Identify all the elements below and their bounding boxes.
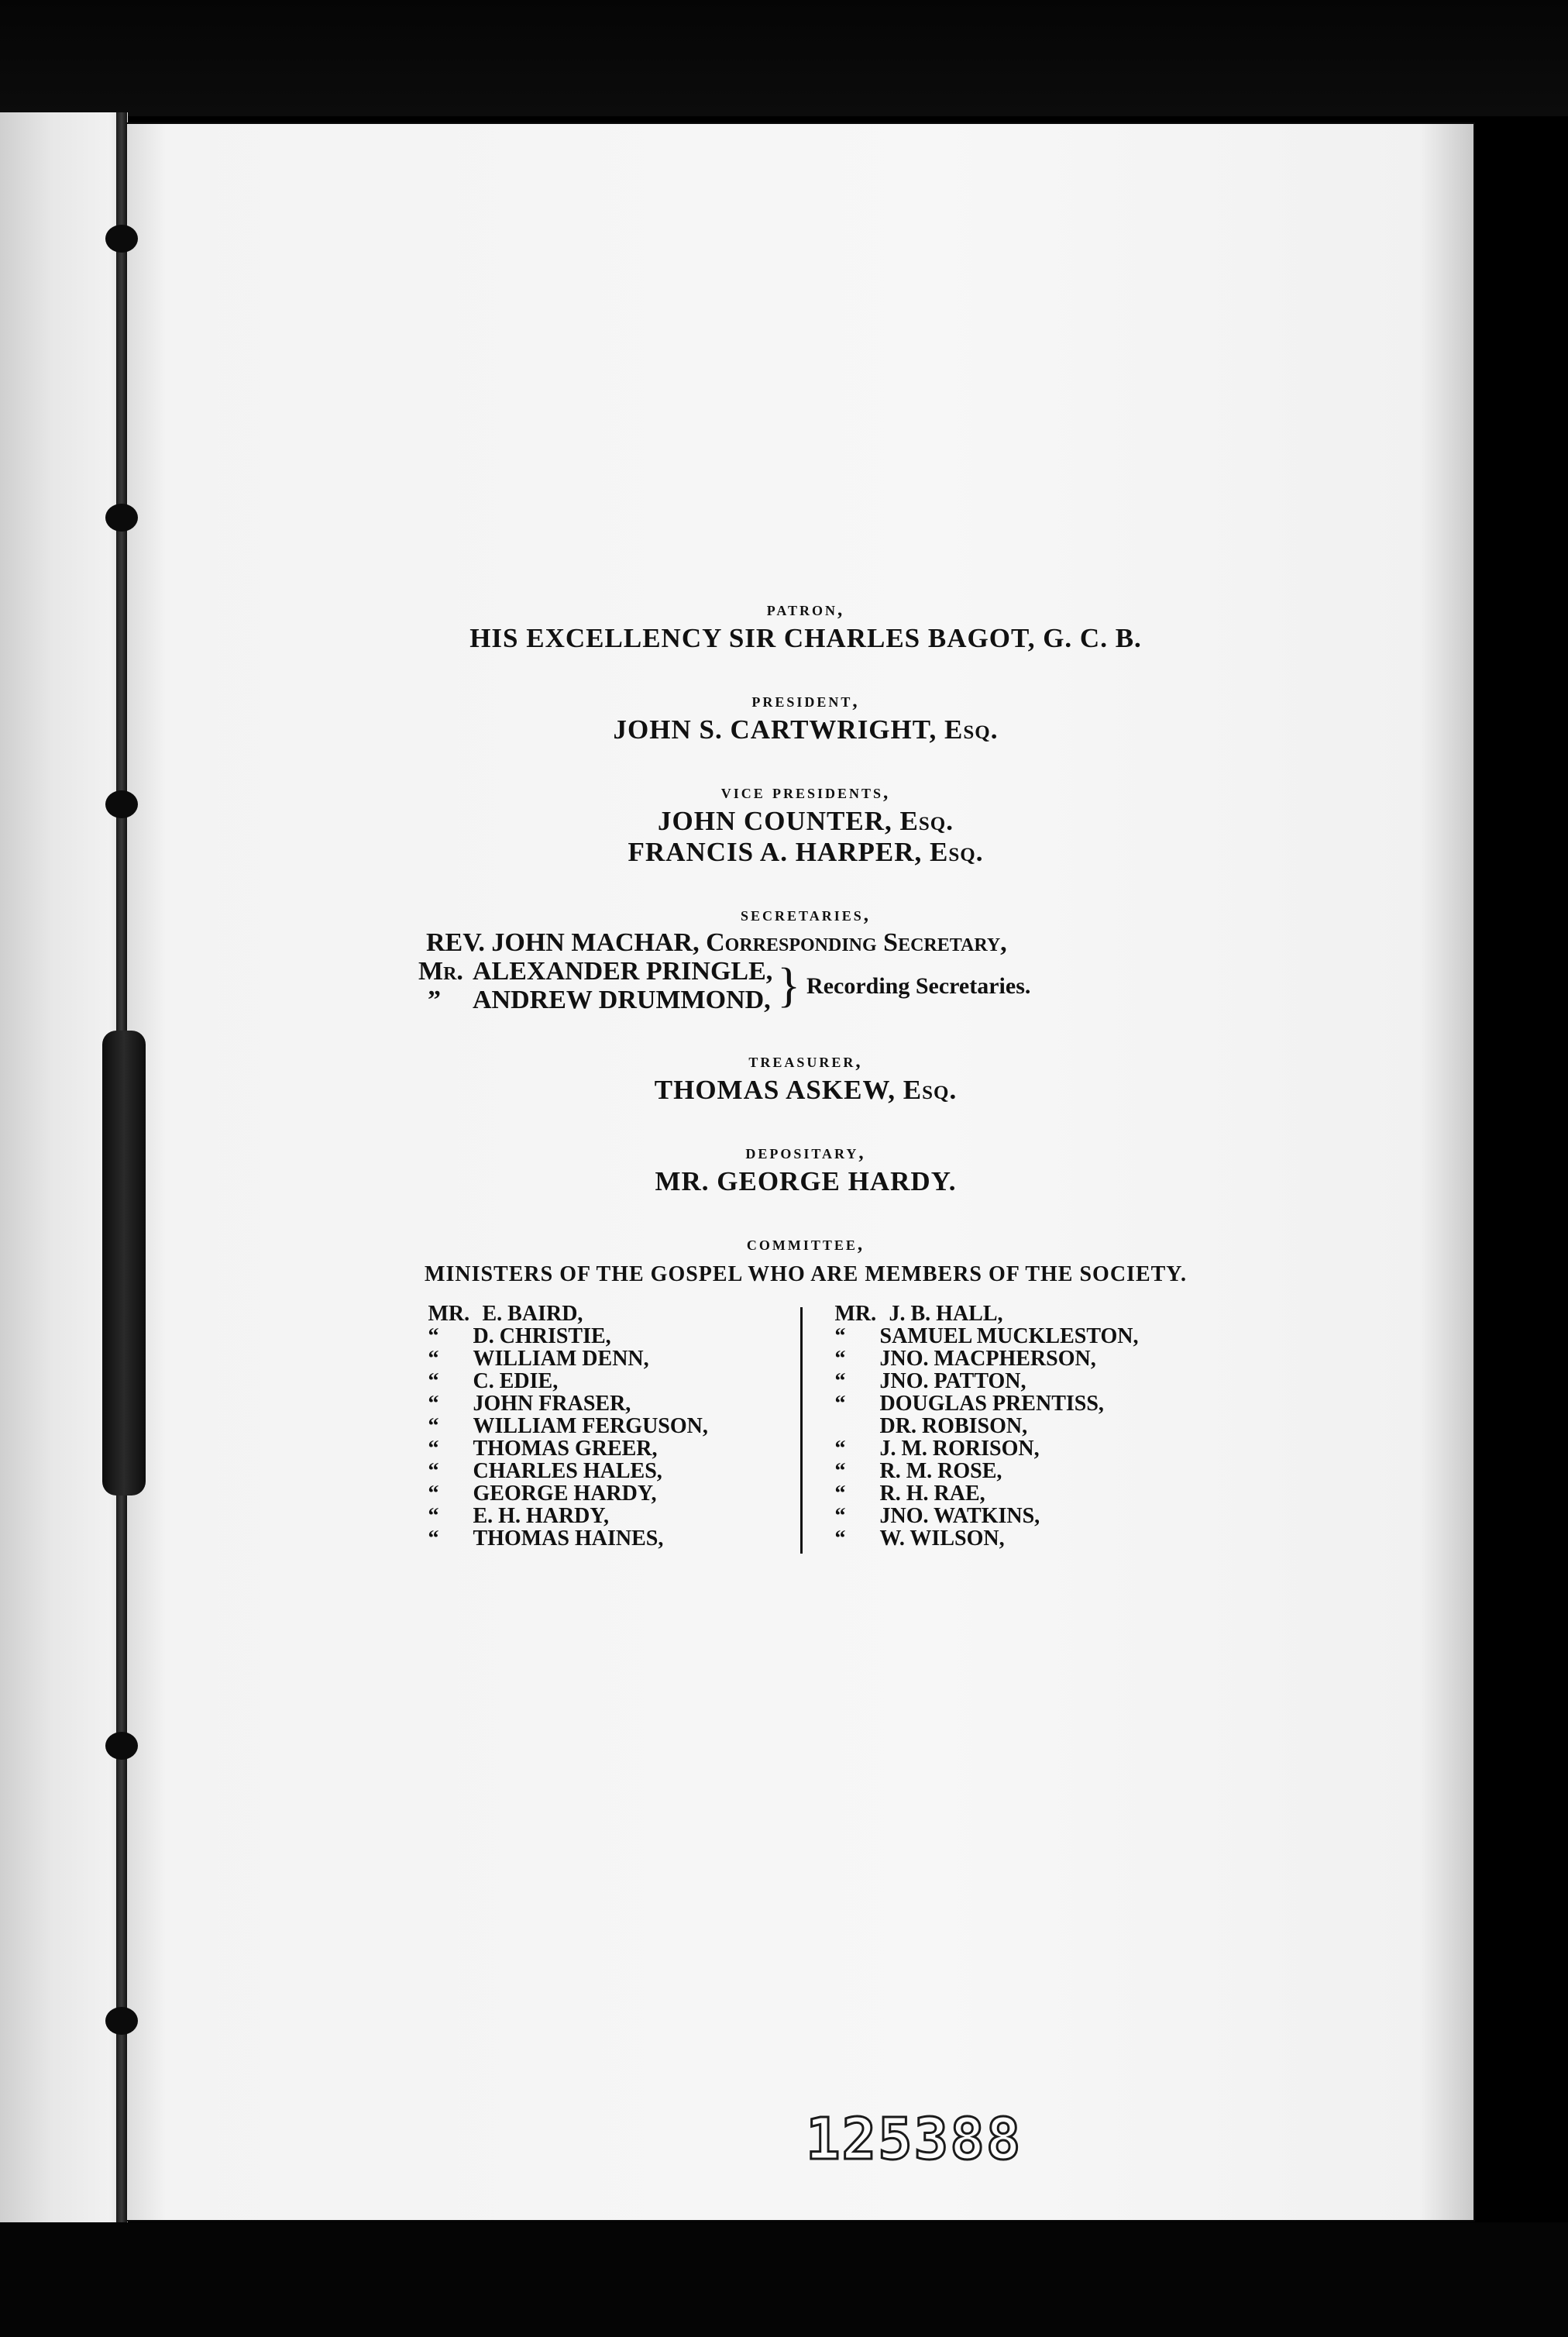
committee-member xyxy=(428,1527,800,1550)
patron-section xyxy=(310,597,1302,654)
member-prefix: “ xyxy=(834,1324,846,1348)
depositary-label: depositary, xyxy=(745,1142,866,1163)
committee-member xyxy=(835,1527,1207,1550)
corresponding-secretary-row xyxy=(418,928,1193,957)
member-prefix: MR. xyxy=(834,1302,877,1326)
committee-member xyxy=(428,1303,800,1325)
member-name: CHARLES HALES, xyxy=(473,1459,662,1483)
vice-president-name xyxy=(310,837,1302,868)
corresponding-secretary-name: REV. JOHN MACHAR, xyxy=(426,928,700,957)
committee-member xyxy=(835,1460,1207,1482)
member-name: SAMUEL MUCKLESTON, xyxy=(879,1324,1139,1348)
recording-secretaries-role: Recording Secretaries. xyxy=(806,972,1031,999)
binding-stitch xyxy=(105,1732,138,1760)
committee-left-column xyxy=(405,1303,800,1554)
committee-member xyxy=(835,1347,1207,1370)
member-name: R. H. RAE, xyxy=(879,1482,985,1506)
committee-member xyxy=(428,1370,800,1392)
vice-president-name xyxy=(310,806,1302,837)
binding-thread-band xyxy=(102,1031,146,1495)
binding-stitch xyxy=(105,504,138,532)
committee-member xyxy=(835,1370,1207,1392)
brace-icon: } xyxy=(777,959,801,1012)
member-prefix: “ xyxy=(428,1526,439,1551)
committee-member xyxy=(428,1460,800,1482)
member-name: DOUGLAS PRENTISS, xyxy=(879,1392,1104,1416)
committee-member xyxy=(835,1303,1207,1325)
corresponding-secretary-role: Corresponding Secretary, xyxy=(706,928,1007,957)
treasurer-section xyxy=(310,1048,1302,1106)
member-name: THOMAS HAINES, xyxy=(473,1526,664,1551)
member-prefix: “ xyxy=(834,1459,846,1483)
member-prefix: “ xyxy=(428,1392,439,1416)
committee-columns xyxy=(310,1303,1302,1554)
member-prefix: “ xyxy=(428,1324,439,1348)
member-name: GEORGE HARDY, xyxy=(473,1482,657,1506)
binding-stitch xyxy=(105,225,138,253)
committee-member xyxy=(835,1325,1207,1347)
president-name xyxy=(310,714,1302,745)
committee-member xyxy=(835,1437,1207,1460)
vice-presidents-section xyxy=(310,780,1302,868)
scan-top-edge xyxy=(0,0,1568,116)
binding-stitch xyxy=(105,790,138,818)
member-prefix: “ xyxy=(834,1482,846,1506)
treasurer-label: treasurer, xyxy=(748,1051,863,1072)
member-name: C. EDIE, xyxy=(473,1369,559,1393)
president-section xyxy=(310,688,1302,745)
member-prefix xyxy=(835,1415,880,1437)
committee-label: committee, xyxy=(746,1234,865,1255)
binding-stitch xyxy=(105,2007,138,2035)
member-prefix: “ xyxy=(428,1504,439,1528)
committee-section xyxy=(310,1231,1302,1554)
scan-bottom-edge xyxy=(0,2222,1568,2337)
member-name: E. H. HARDY, xyxy=(473,1504,610,1528)
vice-president-name-text: FRANCIS A. HARPER, xyxy=(628,837,923,867)
committee-member xyxy=(428,1415,800,1437)
recording-secretary-name: ALEXANDER PRINGLE, xyxy=(473,957,773,986)
committee-member xyxy=(428,1325,800,1347)
committee-member xyxy=(428,1347,800,1370)
recording-secretary-row xyxy=(418,957,772,986)
recording-secretaries-names xyxy=(418,957,772,1014)
member-name: J. B. HALL, xyxy=(889,1302,1003,1326)
recording-secretary-prefix: Mr. xyxy=(418,957,463,986)
committee-member xyxy=(835,1392,1207,1415)
committee-member xyxy=(835,1505,1207,1527)
committee-member xyxy=(835,1482,1207,1505)
depositary-name: MR. GEORGE HARDY. xyxy=(655,1166,957,1196)
vice-president-suffix: Esq. xyxy=(930,837,984,867)
president-name-text: JOHN S. CARTWRIGHT, xyxy=(613,714,937,745)
committee-member xyxy=(428,1437,800,1460)
member-name: E. BAIRD, xyxy=(482,1302,583,1326)
officers-list xyxy=(310,597,1302,1583)
member-prefix: “ xyxy=(834,1347,846,1371)
member-name: JOHN FRASER, xyxy=(473,1392,631,1416)
member-name: D. CHRISTIE, xyxy=(473,1324,611,1348)
member-name: WILLIAM DENN, xyxy=(473,1347,649,1371)
patron-label: patron, xyxy=(766,599,845,620)
president-suffix: Esq. xyxy=(944,714,999,745)
member-prefix: “ xyxy=(428,1459,439,1483)
member-prefix: “ xyxy=(834,1504,846,1528)
secretaries-section xyxy=(310,902,1302,1014)
member-name: JNO. PATTON, xyxy=(879,1369,1026,1393)
committee-member xyxy=(428,1392,800,1415)
depositary-section xyxy=(310,1140,1302,1197)
member-name: WILLIAM FERGUSON, xyxy=(473,1414,708,1438)
accession-number-stamp: 125388 xyxy=(806,2106,1023,2173)
member-prefix: “ xyxy=(428,1414,439,1438)
treasurer-name xyxy=(310,1075,1302,1106)
member-prefix: “ xyxy=(428,1369,439,1393)
member-name: R. M. ROSE, xyxy=(879,1459,1002,1483)
member-name: JNO. WATKINS, xyxy=(879,1504,1040,1528)
member-name: W. WILSON, xyxy=(879,1526,1005,1551)
member-prefix: “ xyxy=(428,1347,439,1371)
committee-member xyxy=(835,1415,1207,1437)
recording-secretary-name: ANDREW DRUMMOND, xyxy=(473,986,771,1014)
recording-secretary-prefix: ” xyxy=(428,986,441,1014)
committee-right-column xyxy=(803,1303,1207,1554)
secretaries-label: secretaries, xyxy=(741,904,871,925)
vice-president-name-text: JOHN COUNTER, xyxy=(658,806,892,836)
recording-secretary-row xyxy=(418,986,772,1014)
member-name: J. M. RORISON, xyxy=(879,1437,1040,1461)
committee-member xyxy=(428,1482,800,1505)
member-prefix: MR. xyxy=(428,1302,470,1326)
recording-secretaries-group xyxy=(418,957,1193,1014)
treasurer-suffix: Esq. xyxy=(903,1075,958,1105)
member-prefix: “ xyxy=(834,1526,846,1551)
member-prefix: “ xyxy=(428,1482,439,1506)
vice-president-suffix: Esq. xyxy=(899,806,954,836)
member-prefix: “ xyxy=(834,1392,846,1416)
member-name: JNO. MACPHERSON, xyxy=(879,1347,1096,1371)
committee-heading: MINISTERS OF THE GOSPEL WHO ARE MEMBERS OF THE SOCIETY. xyxy=(425,1262,1187,1286)
member-prefix: “ xyxy=(428,1437,439,1461)
member-prefix: “ xyxy=(834,1369,846,1393)
president-label: president, xyxy=(751,690,860,711)
treasurer-name-text: THOMAS ASKEW, xyxy=(654,1075,896,1105)
committee-member xyxy=(428,1505,800,1527)
member-prefix: “ xyxy=(834,1437,846,1461)
vice-presidents-label: vice presidents, xyxy=(720,782,891,803)
patron-name: HIS EXCELLENCY SIR CHARLES BAGOT, G. C. B. xyxy=(469,623,1142,653)
secretaries-table xyxy=(418,928,1193,1014)
member-name: DR. ROBISON, xyxy=(879,1414,1028,1438)
member-name: THOMAS GREER, xyxy=(473,1437,658,1461)
